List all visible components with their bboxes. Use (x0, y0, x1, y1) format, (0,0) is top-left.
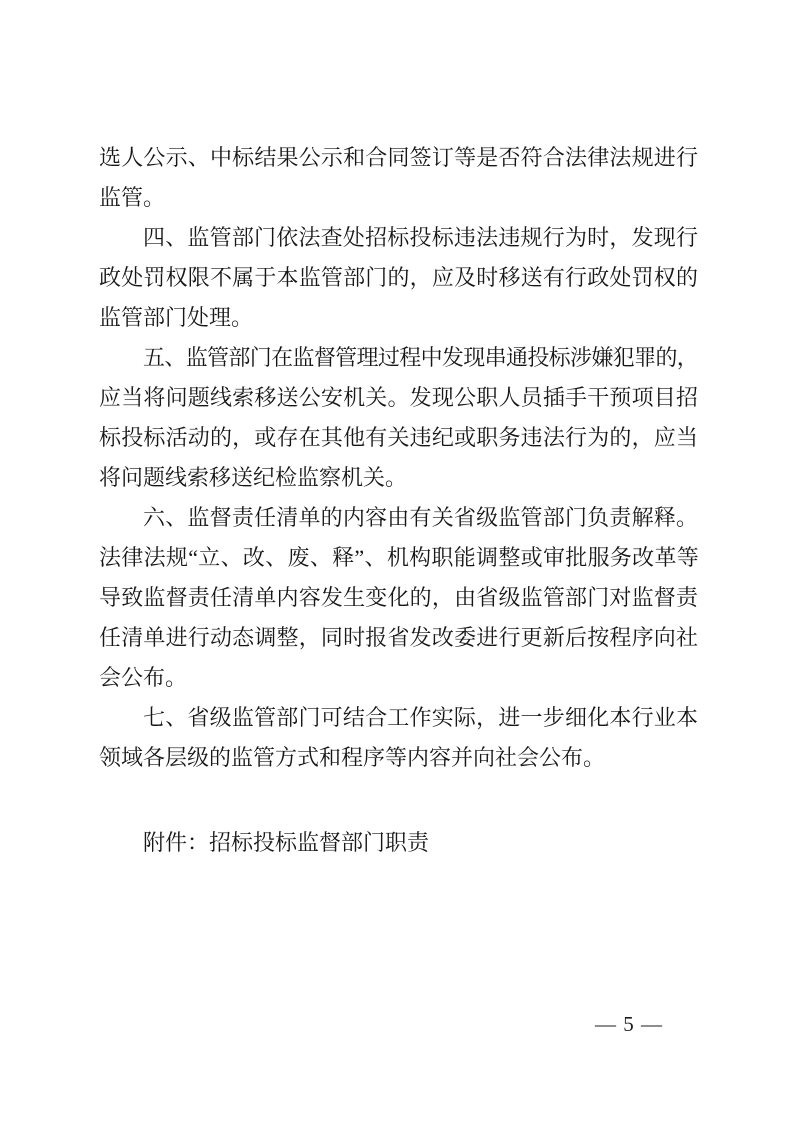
text-line: 政处罚权限不属于本监管部门的，应及时移送有行政处罚权的 (99, 265, 698, 290)
text-line: 任清单进行动态调整，同时报省发改委进行更新后按程序向社 (99, 625, 698, 650)
attachment-line (99, 823, 698, 863)
text-line: 七、省级监管部门可结合工作实际，进一步细化本行业本 (143, 705, 698, 730)
text-line: 应当将问题线索移送公安机关。发现公职人员插手干预项目招 (99, 385, 698, 410)
text-line: 五、监管部门在监督管理过程中发现串通投标涉嫌犯罪的， (143, 345, 698, 370)
text-line: 监管。 (99, 185, 166, 210)
text-line: 四、监管部门依法查处招标投标违法违规行为时，发现行 (143, 225, 698, 250)
text-line: 选人公示、中标结果公示和合同签订等是否符合法律法规进行 (99, 145, 698, 170)
paragraph-item-7 (99, 698, 698, 778)
document-body (99, 138, 698, 863)
page-number: — 5 — (595, 1012, 663, 1036)
text-line: 会公布。 (99, 665, 188, 690)
paragraph-item-5 (99, 338, 698, 498)
text-line: 附件：招标投标监督部门职责 (143, 830, 430, 855)
text-line: 将问题线索移送纪检监察机关。 (99, 465, 408, 490)
paragraph-item-6 (99, 498, 698, 698)
text-line: 导致监督责任清单内容发生变化的，由省级监管部门对监督责 (99, 585, 698, 610)
text-line: 标投标活动的，或存在其他有关违纪或职务违法行为的，应当 (99, 425, 698, 450)
text-line: 六、监督责任清单的内容由有关省级监管部门负责解释。 (143, 505, 698, 530)
paragraph-continuation (99, 138, 698, 218)
text-line: 法律法规“立、改、废、释”、机构职能调整或审批服务改革等 (99, 545, 698, 570)
text-line: 领域各层级的监管方式和程序等内容并向社会公布。 (99, 745, 606, 770)
paragraph-item-4 (99, 218, 698, 338)
text-line: 监管部门处理。 (99, 305, 254, 330)
